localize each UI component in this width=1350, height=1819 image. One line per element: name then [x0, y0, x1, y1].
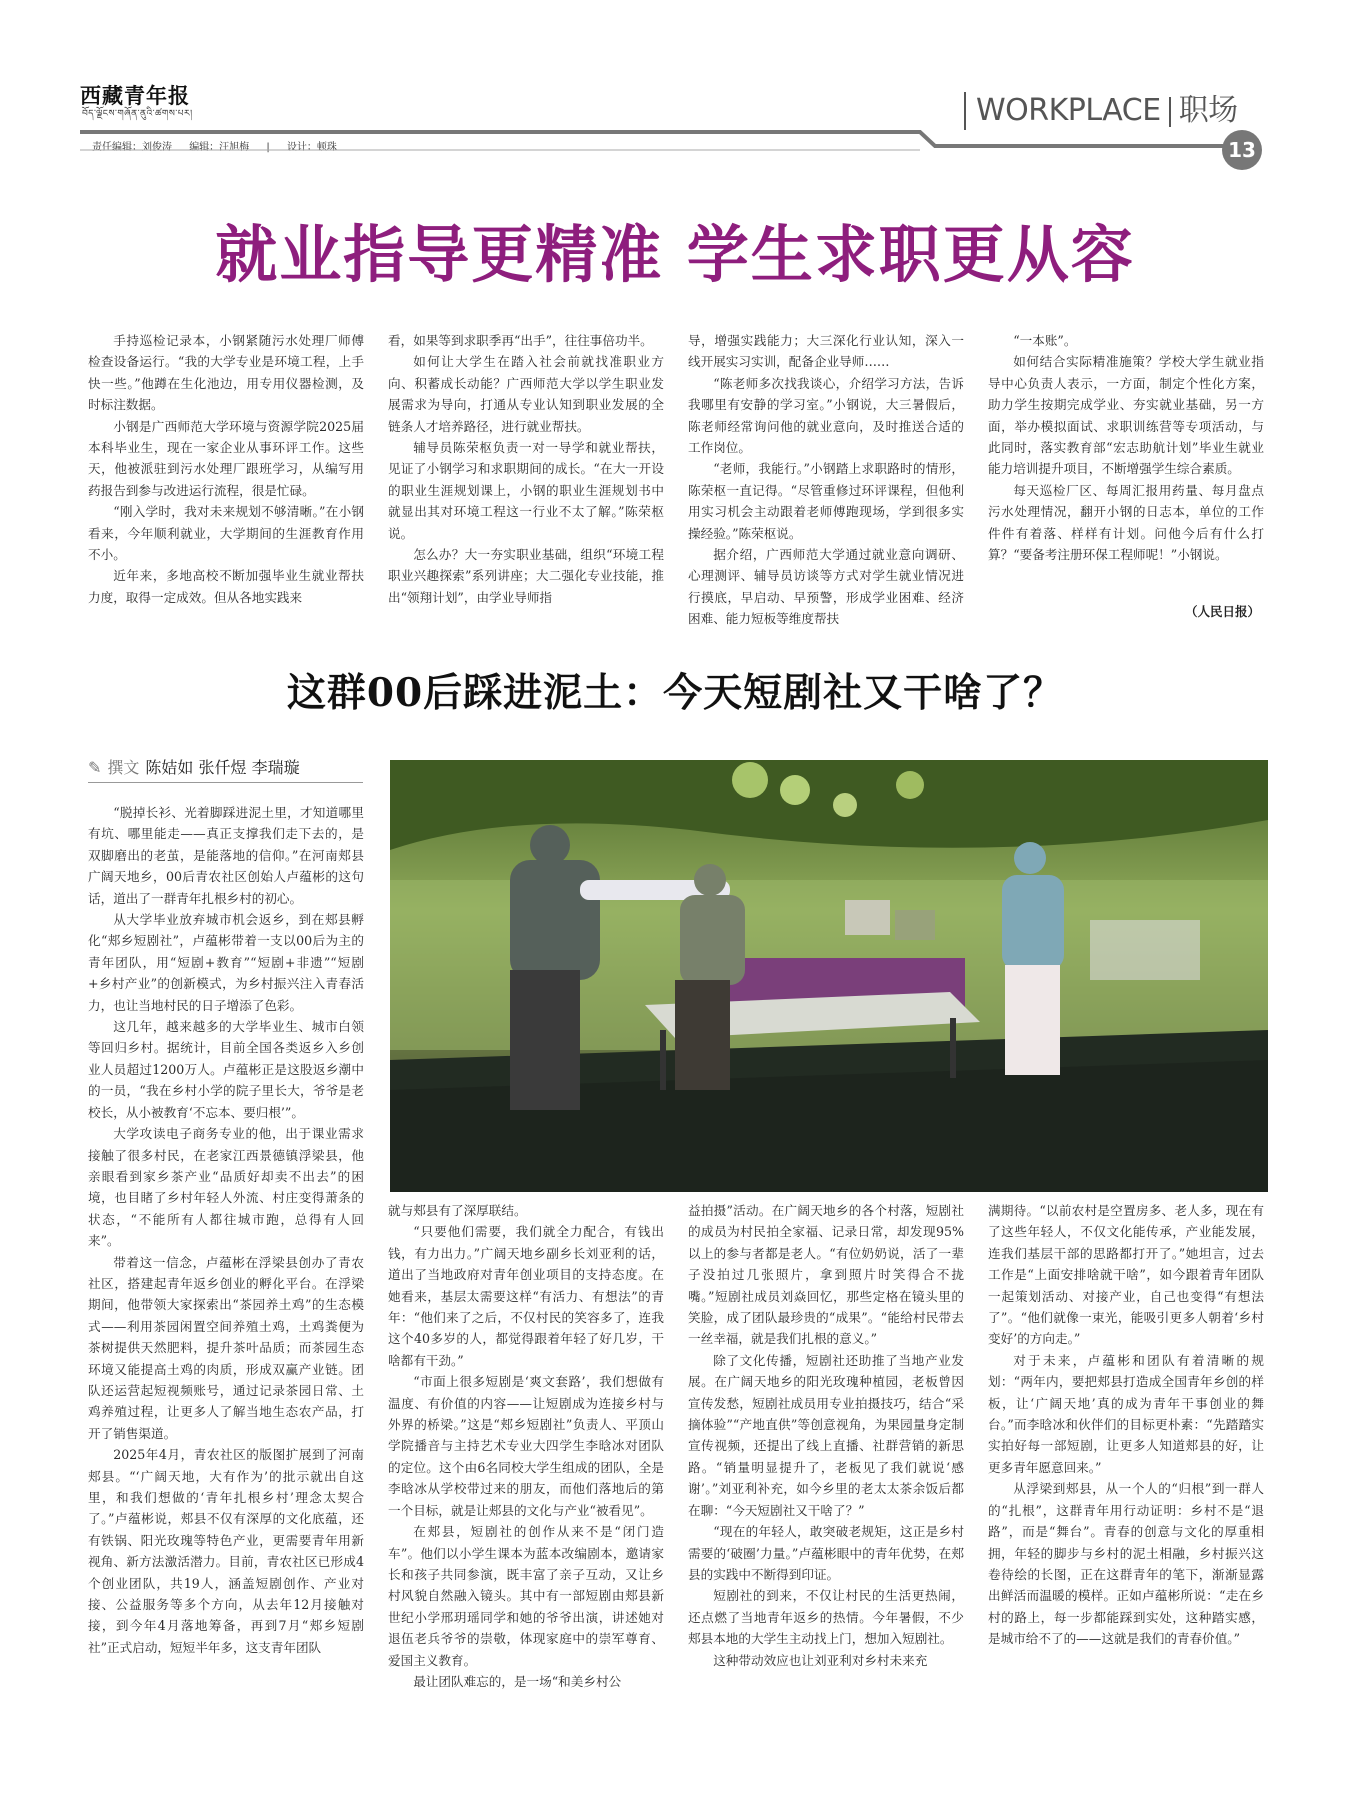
paragraph: 如何让大学生在踏入社会前就找准职业方向、积蓄成长动能？广西师范大学以学生职业发展需求为导向，打通从专业认知到职业发展的全链条人才培养路径，进行就业帮扶。	[388, 354, 664, 434]
paragraph: “刚入学时，我对未来规划不够清晰。”在小钢看来，今年顺利就业，大学期间的生涯教育作用不小。	[88, 504, 364, 563]
vineyard-photo-illustration	[390, 760, 1268, 1192]
paragraph: 2025年4月，青农社区的版图扩展到了河南郏县。“‘广阔天地，大有作为’的批示就出自这里，和我们想做的‘青年扎根乡村’理念太契合了。”卢蕴彬说，郏县不仅有深厚的文化底蕴，还有铁锅、阳光玫瑰等特色产业，更需要青年用新视角、新方法激活潜力。目前，青农社区已形成4个创业团队，共19人，涵盖短剧创作、产业对接、公益服务等多个方向，从去年12月接触对接，到今年4月落地筹备，再到7月“郏乡短剧社”正式启动，短短半年多，这支青年团队	[88, 1447, 364, 1655]
paragraph: 辅导员陈荣枢负责一对一导学和就业帮扶，见证了小钢学习和求职期间的成长。“在大一开设的职业生涯规划课上，小钢的职业生涯规划书中就显出其对环境工程这一行业不太了解。”陈荣枢说。	[388, 440, 664, 541]
paragraph: 如何结合实际精准施策？学校大学生就业指导中心负责人表示，一方面，制定个性化方案，助力学生按期完成学业、夯实就业基础，另一方面，举办模拟面试、求职训练营等专项活动，与此同时，落实教育部“宏志助航计划”毕业生就业能力培训提升项目，不断增强学生综合素质。	[988, 354, 1264, 477]
paragraph: “现在的年轻人，敢突破老规矩，这正是乡村需要的‘破圈’力量。”卢蕴彬眼中的青年优势，在郏县的实践中不断得到印证。	[688, 1524, 964, 1582]
paragraph: 据介绍，广西师范大学通过就业意向调研、心理测评、辅导员访谈等方式对学生就业情况进行摸底，早启动、早预警，形成学业困难、经济困难、能力短板等维度帮扶	[688, 547, 964, 627]
paragraph: 满期待。“以前农村是空置房多、老人多，现在有了这些年轻人，不仅文化能传承，产业能发展，连我们基层干部的思路都打开了。”她坦言，过去工作是“上面安排啥就干啥”，如今跟着青年团队一起策划活动、对接产业，自己也变得“有想法了”。“他们就像一束光，能吸引更多人朝着‘乡村变好’的方向走。”	[988, 1203, 1264, 1347]
editor: 编辑：汪旭梅	[189, 142, 250, 153]
article2-column-4	[988, 1200, 1264, 1650]
paragraph: “脱掉长衫、光着脚踩进泥土里，才知道哪里有坑、哪里能走——真正支撑我们走下去的，是双脚磨出的老茧，是能落地的信仰。”在河南郏县广阔天地乡，00后青农社区创始人卢蕴彬的这句话，道出了一群青年扎根乡村的初心。	[88, 805, 364, 906]
paragraph: “市面上很多短剧是‘爽文套路’，我们想做有温度、有价值的内容——让短剧成为连接乡村与外界的桥梁。”这是“郏乡短剧社”负责人、平顶山学院播音与主持艺术专业大四学生李晗冰对团队的定位。这个由6名同校大学生组成的团队，全是李晗冰从学校带过来的朋友，而他们落地后的第一个目标，就是让郏县的文化与产业“被看见”。	[388, 1374, 664, 1518]
paragraph: 手持巡检记录本，小钢紧随污水处理厂师傅检查设备运行。“我的大学专业是环境工程，上手快一些。”他蹲在生化池边，用专用仪器检测，及时标注数据。	[88, 333, 364, 413]
paragraph: “一本账”。	[1013, 333, 1077, 348]
masthead-tibetan: བོད་ལྗོངས་གཞོན་ནུའི་ཚགས་པར།	[82, 109, 193, 119]
paragraph: 带着这一信念，卢蕴彬在浮梁县创办了青农社区，搭建起青年返乡创业的孵化平台。在浮梁期间，他带领大家探索出“茶园养土鸡”的生态模式——利用茶园闲置空间养殖土鸡，土鸡粪便为茶树提供天然肥料，提升茶叶品质；而茶园生态环境又能提高土鸡的肉质，形成双赢产业链。团队还运营起短视频账号，通过记录茶园日常、土鸡养殖过程，让更多人了解当地生态农产品，打开了销售渠道。	[88, 1254, 364, 1441]
paragraph: 除了文化传播，短剧社还助推了当地产业发展。在广阔天地乡的阳光玫瑰种植园，老板曾因宣传发愁，短剧社成员用专业拍摄技巧，结合“采摘体验”“产地直供”等创意视角，为果园量身定制宣传视频，还提出了线上直播、社群营销的新思路。“销量明显提升了，老板见了我们就说‘感谢’。”刘亚利补充，如今乡里的老太太茶余饭后都在聊：“今天短剧社又干啥了？”	[688, 1352, 964, 1518]
paragraph: 这几年，越来越多的大学毕业生、城市白领等回归乡村。据统计，目前全国各类返乡入乡创业人员超过1200万人。卢蕴彬正是这股返乡潮中的一员，“我在乡村小学的院子里长大，爷爷是老校长，从小被教育‘不忘本、要归根’”。	[88, 1019, 364, 1120]
article2-column-1	[88, 802, 364, 1658]
page-number: 13	[1222, 130, 1262, 170]
paragraph: 小钢是广西师范大学环境与资源学院2025届本科毕业生，现在一家企业从事环评工作。这些天，他被派驻到污水处理厂跟班学习，从编写用药报告到参与改进运行流程，很是忙碌。	[88, 418, 364, 498]
article2-column-2	[388, 1200, 664, 1692]
paragraph: 就与郏县有了深厚联结。	[388, 1203, 527, 1218]
article1-column-2	[388, 330, 664, 608]
paragraph: 从浮梁到郏县，从一个人的“归根”到一群人的“扎根”，这群青年用行动证明：乡村不是“退路”，而是“舞台”。青春的创意与文化的厚重相拥，年轻的脚步与乡村的泥土相融，乡村振兴这卷待绘的长图，正在这群青年的笔下，渐渐显露出鲜活而温暖的模样。正如卢蕴彬所说：“走在乡村的路上，每一步都能踩到实处，这种踏实感，是城市给不了的——这就是我们的青春价值。”	[988, 1481, 1264, 1647]
article1-title: 就业指导更精准 学生求职更从容	[215, 218, 1135, 291]
paragraph: 益拍摄”活动。在广阔天地乡的各个村落，短剧社的成员为村民拍全家福、记录日常，却发现95%以上的参与者都是老人。“有位奶奶说，活了一辈子没拍过几张照片，拿到照片时笑得合不拢嘴。”短剧社成员刘焱回忆，那些定格在镜头里的笑脸，成了团队最珍贵的“成果”。“能给村民带去一丝幸福，就是我们扎根的意义。”	[688, 1203, 964, 1347]
pen-icon: ✎	[88, 758, 102, 777]
section-cn: 职场	[1178, 93, 1238, 128]
article1-source: （人民日报）	[1185, 604, 1261, 619]
paragraph: 这种带动效应也让刘亚利对乡村未来充	[713, 1652, 928, 1668]
masthead: 西藏青年报	[80, 83, 190, 108]
article1-column-1	[88, 330, 364, 608]
paragraph: 看，如果等到求职季再“出手”，往往事倍功半。	[388, 333, 653, 348]
paragraph: 从大学毕业放弃城市机会返乡，到在郏县孵化“郏乡短剧社”，卢蕴彬带着一支以00后为主的青年团队，用“短剧+教育”“短剧+非遗”“短剧+乡村产业”的创新模式，为乡村振兴注入青春活力，也让当地村民的日子增添了色彩。	[88, 912, 364, 1013]
paragraph: 每天巡检厂区、每周汇报用药量、每月盘点污水处理情况，翻开小钢的日志本，单位的工作件件有着落、样样有计划。问他今后有什么打算？“要备考注册环保工程师呢！”小钢说。	[988, 482, 1264, 563]
byline-authors: 陈姞如 张仟煜 李瑞璇	[145, 758, 300, 777]
paragraph: 在郏县，短剧社的创作从来不是“闭门造车”。他们以小学生课本为蓝本改编剧本，邀请家长和孩子共同参演，既丰富了亲子互动，又让乡村风貌自然融入镜头。其中有一部短剧由郏县新世纪小学邢玥瑶同学和她的爷爷出演，讲述她对退伍老兵爷爷的崇敬，体现家庭中的崇军尊育、爱国主义教育。	[388, 1524, 664, 1668]
section-separator	[1169, 97, 1171, 127]
article2-title: 这群00后踩进泥土：今天短剧社又干啥了？	[286, 670, 1064, 716]
paragraph: “老师，我能行。”小钢踏上求职路时的情形，陈荣枢一直记得。“尽管重修过环评课程，但他利用实习机会主动跟着老师傅跑现场，学到很多实操经验。”陈荣枢说。	[688, 461, 964, 541]
chief-editor: 责任编辑：刘俊涛	[92, 142, 172, 153]
designer: 设计：顿珠	[286, 142, 337, 153]
byline-label: 撰文	[107, 758, 140, 777]
article1-column-3	[688, 330, 964, 630]
article1-column-4	[988, 330, 1264, 565]
paragraph: 短剧社的到来，不仅让村民的生活更热闹，还点燃了当地青年返乡的热情。今年暑假，不少郏县本地的大学生主动找上门，想加入短剧社。	[688, 1588, 964, 1647]
paragraph: 怎么办？大一夯实职业基础，组织“环境工程职业兴趣探索”系列讲座；大二强化专业技能，推出“领翔计划”，由学业导师指	[388, 547, 664, 605]
divider: |	[266, 142, 270, 153]
paragraph: 近年来，多地高校不断加强毕业生就业帮扶力度，取得一定成效。但从各地实践来	[88, 568, 364, 605]
article2-column-3	[688, 1200, 964, 1671]
article2-photo	[390, 760, 1268, 1192]
paragraph: “陈老师多次找我谈心，介绍学习方法，告诉我哪里有安静的学习室。”小钢说，大三暑假后，陈老师经常询问他的就业意向，及时推送合适的工作岗位。	[688, 375, 964, 456]
section-header	[964, 92, 1238, 130]
article2-byline	[88, 755, 363, 783]
paragraph: “只要他们需要，我们就全力配合，有钱出钱，有力出力。”广阔天地乡副乡长刘亚利的话，道出了当地政府对青年创业项目的支持态度。在她看来，基层太需要这样“有活力、有想法”的青年：“他们来了之后，不仅村民的笑容多了，连我这个40多岁的人，都觉得跟着年轻了好几岁，干啥都有干劲。”	[388, 1224, 664, 1368]
paragraph: 大学攻读电子商务专业的他，出于课业需求接触了很多村民，在老家江西景德镇浮梁县，他亲眼看到家乡茶产业“品质好却卖不出去”的困境，也目睹了乡村年轻人外流、村庄变得萧条的状态，“不能所有人都往城市跑，总得有人回来”。	[88, 1126, 364, 1249]
section-en: WORKPLACE	[976, 93, 1161, 128]
paragraph: 最让团队难忘的，是一场“和美乡村公	[413, 1673, 622, 1689]
paragraph: 对于未来，卢蕴彬和团队有着清晰的规划：“两年内，要把郏县打造成全国青年乡创的样板，让‘广阔天地’真的成为青年干事创业的舞台。”而李晗冰和伙伴们的目标更朴素：“先踏踏实实拍好每一部短剧，让更多人知道郏县的好，让更多青年愿意回来。”	[988, 1352, 1264, 1475]
paragraph: 导，增强实践能力；大三深化行业认知，深入一线开展实习实训，配备企业导师……	[688, 333, 964, 370]
